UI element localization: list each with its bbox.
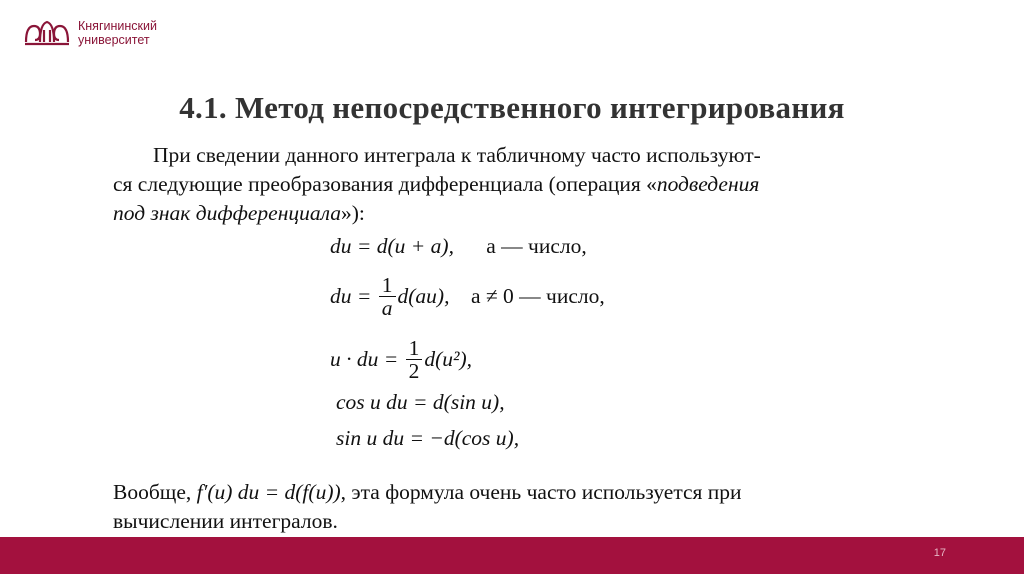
formula-1-note: a — число, — [486, 234, 587, 258]
logo-text — [78, 19, 157, 47]
summary-text-b: , эта формула очень часто используется при — [340, 480, 742, 504]
formula-3 — [330, 337, 472, 382]
formula-2 — [330, 274, 605, 319]
formula-4 — [336, 388, 505, 417]
formula-3-numerator: 1 — [406, 337, 423, 360]
formula-5 — [336, 424, 519, 453]
intro-paragraph — [113, 141, 913, 228]
slide-title: 4.1. Метод непосредственного интегрирования — [179, 90, 845, 125]
summary-formula: f′(u) du = d(f(u)) — [196, 480, 341, 504]
formula-2-denominator: a — [381, 296, 393, 320]
crown-icon — [22, 18, 72, 48]
formula-3-lhs: u · du = — [330, 347, 404, 371]
intro-line-3 — [113, 199, 913, 228]
formula-2-fraction — [379, 274, 396, 319]
summary-line-2: вычислении интегралов. — [113, 509, 338, 533]
formula-1-expr: du = d(u + a), — [330, 234, 454, 258]
summary-line-1 — [113, 478, 913, 507]
formula-4-expr: cos u du = d(sin u), — [336, 390, 505, 414]
intro-line-2-text: ся следующие преобразования дифференциала (операция « — [113, 172, 657, 196]
intro-line-2-italic: подведения — [656, 172, 760, 196]
intro-line-1: При сведении данного интеграла к табличному часто используют- — [153, 143, 761, 167]
summary-text-a: Вообще, — [113, 480, 197, 504]
formula-3-denominator: 2 — [408, 359, 420, 383]
formula-2-lhs: du = — [330, 284, 377, 308]
summary-paragraph — [113, 478, 913, 536]
formula-3-rhs: d(u²), — [424, 347, 473, 371]
intro-line-3-text: »): — [341, 201, 365, 225]
intro-line-3-italic: под знак дифференциала — [113, 201, 341, 225]
university-logo — [22, 18, 157, 48]
formula-2-numerator: 1 — [379, 274, 396, 297]
formula-2-rhs: d(au), — [397, 284, 450, 308]
page-number: 17 — [933, 547, 946, 559]
formula-3-fraction — [406, 337, 423, 382]
formula-2-note: a ≠ 0 — число, — [470, 284, 605, 308]
logo-line1: Княгининский — [78, 19, 157, 33]
formula-5-expr: sin u du = −d(cos u), — [336, 426, 520, 450]
formula-1 — [330, 232, 587, 261]
footer-bar — [0, 537, 1024, 574]
intro-line-2 — [113, 170, 913, 199]
logo-line2: университет — [78, 33, 150, 47]
